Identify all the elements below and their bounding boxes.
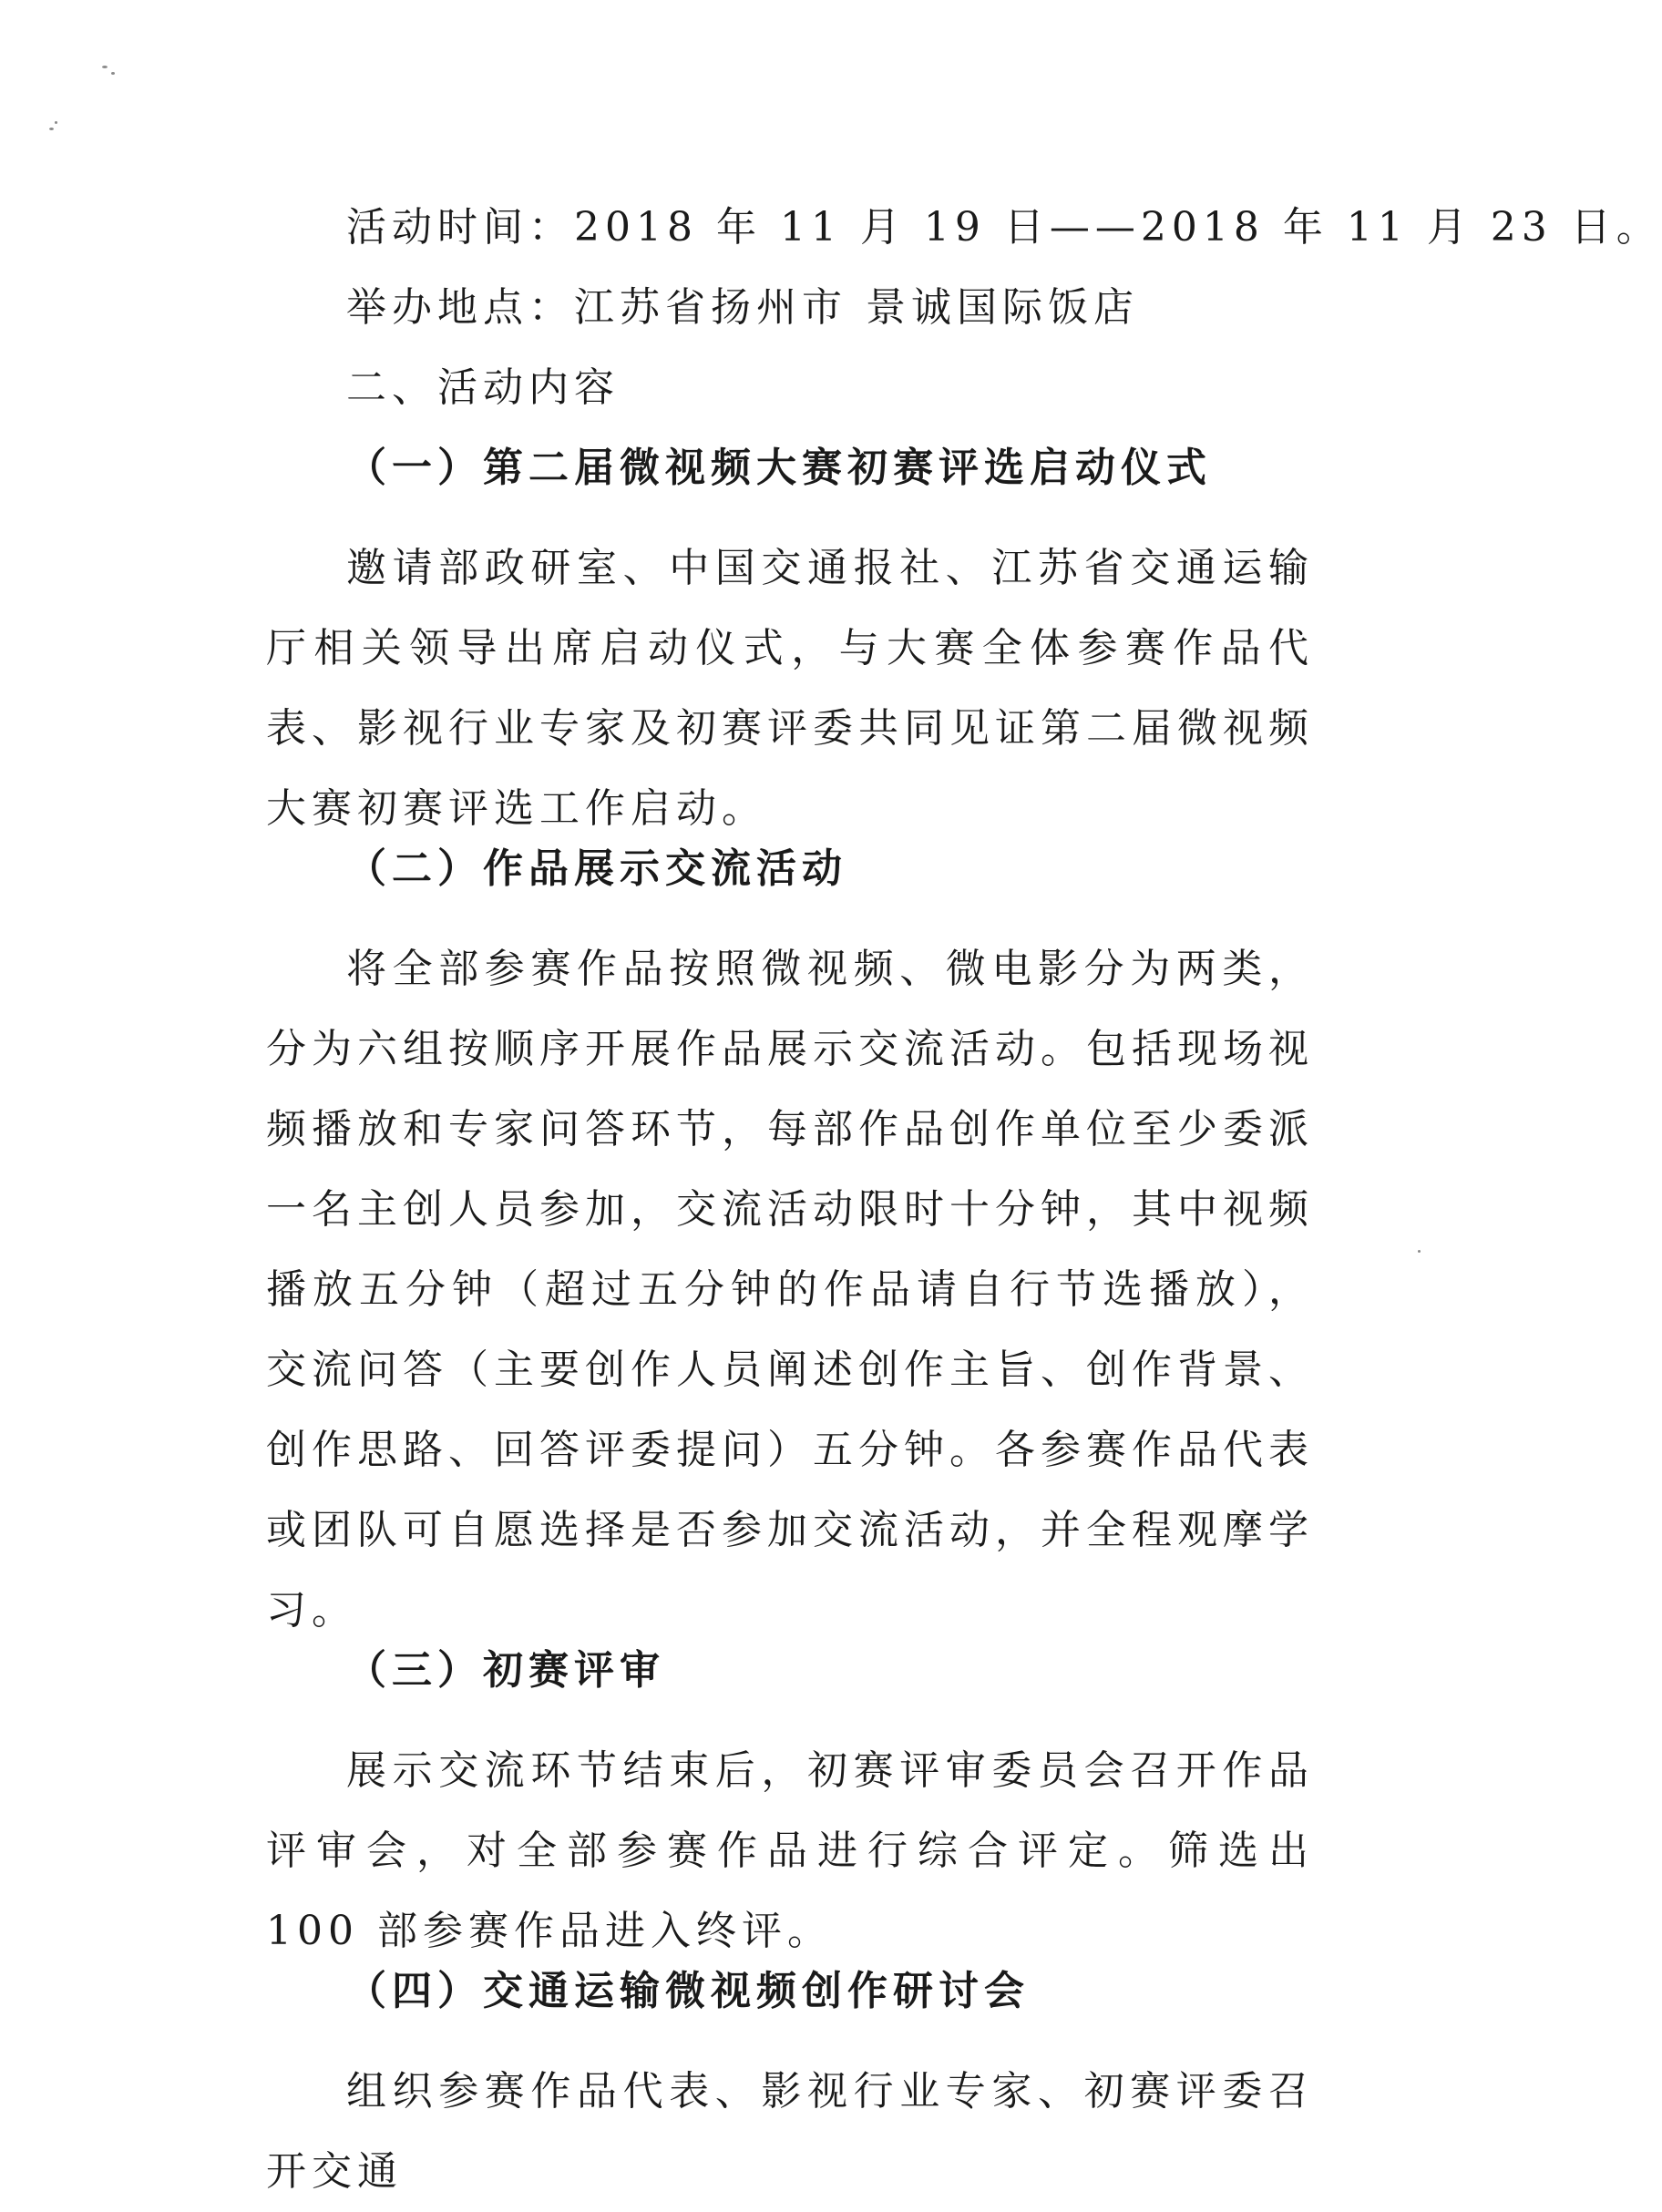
subsection-4-body: 组织参赛作品代表、影视行业专家、初赛评委召开交通 xyxy=(266,2068,1314,2195)
venue-line: 举办地点：江苏省扬州市 景诚国际饭店 xyxy=(346,284,1139,331)
subsection-1-heading: （一）第二届微视频大赛初赛评选启动仪式 xyxy=(346,445,1212,491)
subsection-2-body: 将全部参赛作品按照微视频、微电影分为两类，分为六组按顺序开展作品展示交流活动。包括现场视频播放和专家问答环节，每部作品创作单位至少委派一名主创人员参加，交流活动限时十分钟，其中视频播放五分钟（超过五分钟的作品请自行节选播放），交流问答（主要创作人员阐述创作主旨、创作背景、创作思路、回答评委提问）五分钟。各参赛作品代表或团队可自愿选择是否参加交流活动，并全程观摩学习。 xyxy=(266,946,1314,1633)
subsection-2-heading: （二）作品展示交流活动 xyxy=(346,845,847,892)
activity-time-line: 活动时间：2018 年 11 月 19 日——2018 年 11 月 23 日。 xyxy=(346,204,1662,251)
subsection-3-body: 展示交流环节结束后，初赛评审委员会召开作品评审会，对全部参赛作品进行综合评定。筛选出 100 部参赛作品进入终评。 xyxy=(266,1747,1314,1954)
document-body xyxy=(266,204,1662,2212)
subsection-1-body: 邀请部政研室、中国交通报社、江苏省交通运输厅相关领导出席启动仪式，与大赛全体参赛作品代表、影视行业专家及初赛评委共同见证第二届微视频大赛初赛评选工作启动。 xyxy=(266,545,1314,832)
section-title: 二、活动内容 xyxy=(346,364,620,411)
subsection-3-heading: （三）初赛评审 xyxy=(346,1647,665,1694)
subsection-4-heading: （四）交通运输微视频创作研讨会 xyxy=(346,1968,1030,2014)
